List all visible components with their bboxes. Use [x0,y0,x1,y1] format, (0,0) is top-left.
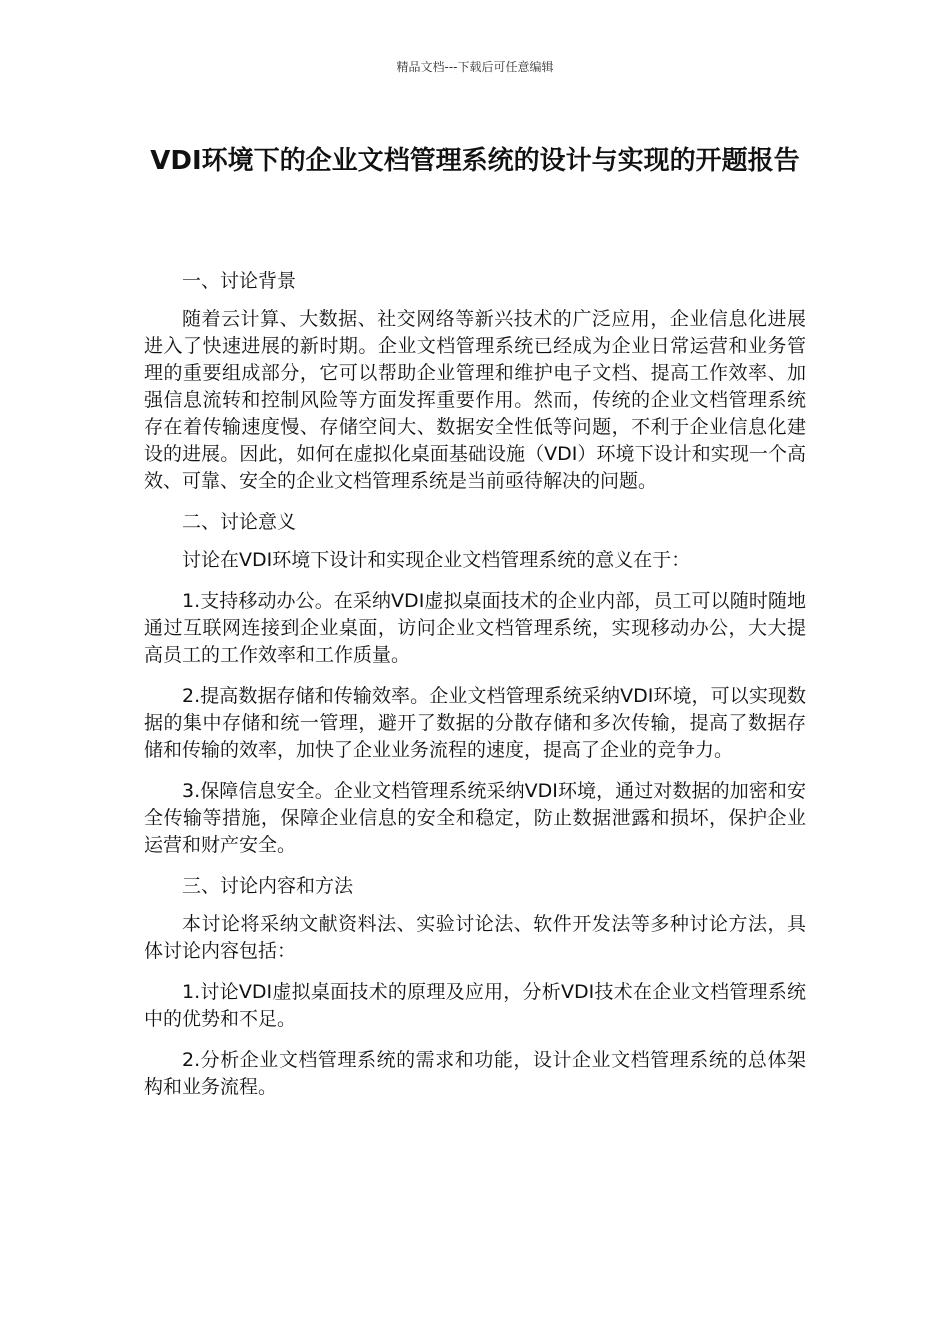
document-body [144,268,806,1115]
paragraph-methods-intro: 本讨论将采纳文献资料法、实验讨论法、软件开发法等多种讨论方法，具体讨论内容包括： [144,913,806,962]
paragraph-methods-2: 2.分析企业文档管理系统的需求和功能，设计企业文档管理系统的总体架构和业务流程。 [144,1049,806,1098]
paragraph-significance-2: 2.提高数据存储和传输效率。企业文档管理系统采纳VDI环境，可以实现数据的集中存储和统一管理，避开了数据的分散存储和多次传输，提高了数据存储和传输的效率，加快了企业业务流程的速度，提高了企业的竞争力。 [144,685,806,761]
section-heading-content-methods: 三、讨论内容和方法 [182,875,354,897]
header-note: 精品文档---下载后可任意编辑 [396,60,554,74]
paragraph-significance-1: 1.支持移动办公。在采纳VDI虚拟桌面技术的企业内部，员工可以随时随地通过互联网连接到企业桌面，访问企业文档管理系统，实现移动办公，大大提高员工的工作效率和工作质量。 [144,590,806,666]
section-heading-background: 一、讨论背景 [182,270,297,292]
paragraph-methods-1: 1.讨论VDI虚拟桌面技术的原理及应用，分析VDI技术在企业文档管理系统中的优势和不足。 [144,981,806,1030]
paragraph-significance-intro: 讨论在VDI环境下设计和实现企业文档管理系统的意义在于： [182,549,691,571]
section-heading-significance: 二、讨论意义 [182,511,297,533]
paragraph-background: 随着云计算、大数据、社交网络等新兴技术的广泛应用，企业信息化进展进入了快速进展的新时期。企业文档管理系统已经成为企业日常运营和业务管理的重要组成部分，它可以帮助企业管理和维护电子文档、提高工作效率、加强信息流转和控制风险等方面发挥重要作用。然而，传统的企业文档管理系统存在着传输速度慢、存储空间大、数据安全性低等问题，不利于企业信息化建设的进展。因此，如何在虚拟化桌面基础设施（VDI）环境下设计和实现一个高效、可靠、安全的企业文档管理系统是当前亟待解决的问题。 [144,308,806,492]
paragraph-significance-3: 3.保障信息安全。企业文档管理系统采纳VDI环境，通过对数据的加密和安全传输等措施，保障企业信息的安全和稳定，防止数据泄露和损坏，保护企业运营和财产安全。 [144,780,806,856]
document-title: VDI环境下的企业文档管理系统的设计与实现的开题报告 [150,146,800,176]
